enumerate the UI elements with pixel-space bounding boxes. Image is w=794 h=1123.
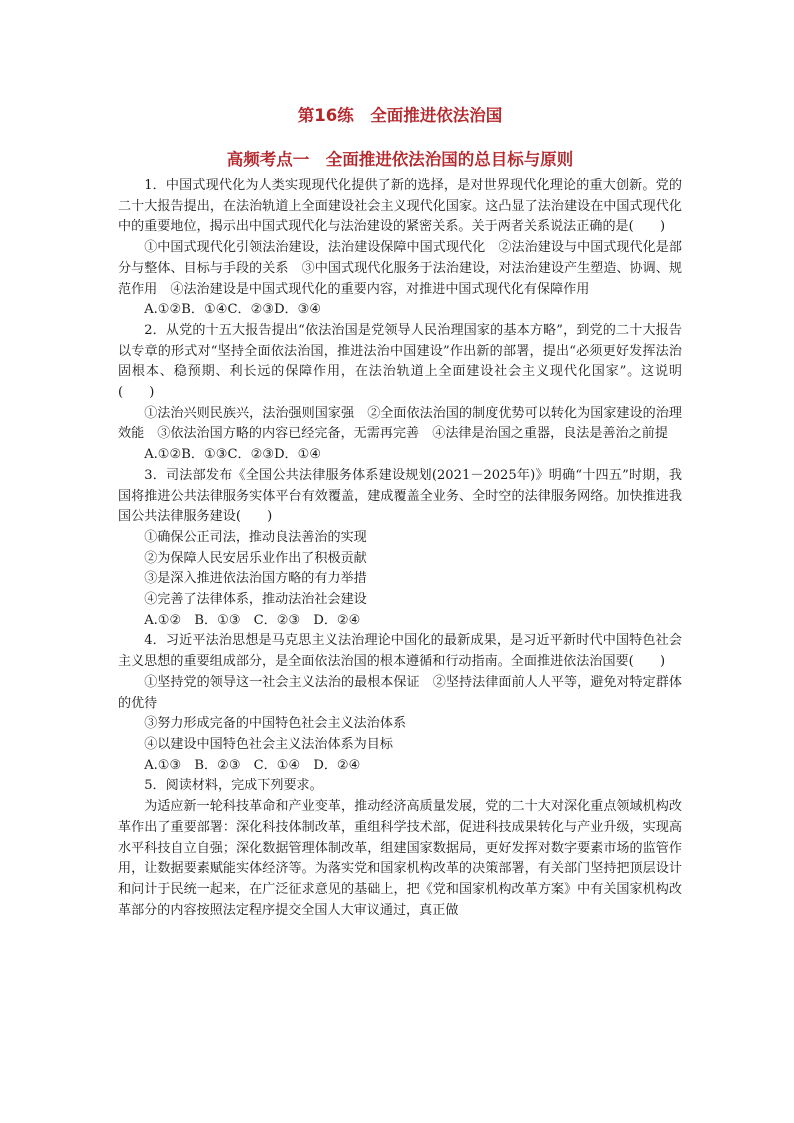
page-title: 第16练 全面推进依法治国 <box>297 106 503 125</box>
question-choices: A.①② B．①③ C．②③ D．②④ <box>144 612 361 628</box>
question-option: ②为保障人民安居乐业作出了积极贡献 <box>144 550 367 566</box>
question-2 <box>118 321 682 466</box>
question-option: ①坚持党的领导这一社会主义法治的最根本保证 ②坚持法律面前人人平等，避免对特定群体的优待 <box>118 674 682 711</box>
question-option: ③努力形成完备的中国特色社会主义法治体系 <box>144 716 407 732</box>
question-material: 为适应新一轮科技革命和产业变革，推动经济高质量发展，党的二十大对深化重点领域机构改革作出了重要部署：深化科技体制改革，重组科学技术部，促进科技成果转化与产业升级，实现高水平科技自立自强；深化数据管理体制改革，组建国家数据局，更好发挥对数字要素市场的监管作用，让数据要素赋能实体经济等。为落实党和国家机构改革的决策部署，有关部门坚持把顶层设计和问计于民统一起来，在广泛征求意见的基础上，把《党和国家机构改革方案》中有关国家机构改革部分的内容按照法定程序提交全国人大审议通过，真正做 <box>118 799 682 918</box>
question-1 <box>118 176 682 321</box>
section-title: 高频考点一 全面推进依法治国的总目标与原则 <box>226 150 574 169</box>
question-5 <box>118 776 682 921</box>
document-page <box>118 104 682 921</box>
question-stem: 5．阅读材料，完成下列要求。 <box>144 778 323 794</box>
question-choices: A.①②B．①③C．②③D．①④ <box>144 447 322 463</box>
question-stem: 4．习近平法治思想是马克思主义法治理论中国化的最新成果，是习近平新时代中国特色社会主义思想的重要组成部分，是全面依法治国的根本遵循和行动指南。全面推进依法治国要( ) <box>118 633 682 670</box>
question-3 <box>118 466 682 632</box>
question-option: ①确保公正司法，推动良法善治的实现 <box>144 529 367 545</box>
question-options: ①中国式现代化引领法治建设，法治建设保障中国式现代化 ②法治建设与中国式现代化是部分与整体、目标与手段的关系 ③中国式现代化服务于法治建设，对法治建设产生塑造、协调、规范作用 ④法治建设是中国式现代化的重要内容，对推进中国式现代化有保障作用 <box>118 240 682 297</box>
question-option: ④以建设中国特色社会主义法治体系为目标 <box>144 736 393 752</box>
question-stem: 3．司法部发布《全国公共法律服务体系建设规划(2021－2025年)》明确“十四五”时期，我国将推进公共法律服务实体平台有效覆盖，建成覆盖全业务、全时空的法律服务网络。加快推进我国公共法律服务建设( ) <box>118 467 682 525</box>
question-stem: 1．中国式现代化为人类实现现代化提供了新的选择，是对世界现代化理论的重大创新。党的二十大报告提出，在法治轨道上全面建设社会主义现代化国家。这凸显了法治建设在中国式现代化中的重要地位，揭示出中国式现代化与法治建设的紧密关系。关于两者关系说法正确的是( ) <box>118 178 682 235</box>
question-options: ①法治兴则民族兴，法治强则国家强 ②全面依法治国的制度优势可以转化为国家建设的治理效能 ③依法治国方略的内容已经完备，无需再完善 ④法律是治国之重器，良法是善治之前提 <box>118 405 682 442</box>
question-4 <box>118 631 682 776</box>
question-option: ③是深入推进依法治国方略的有力举措 <box>144 571 367 587</box>
question-choices: A.①③ B．②③ C．①④ D．②④ <box>144 757 361 773</box>
question-option: ④完善了法律体系，推动法治社会建设 <box>144 592 367 608</box>
question-choices: A.①②B．①④C．②③D．③④ <box>144 302 322 318</box>
question-stem: 2．从党的十五大报告提出“依法治国是党领导人民治理国家的基本方略”，到党的二十大报告以专章的形式对“坚持全面依法治国，推进法治中国建设”作出新的部署，提出“必须更好发挥法治固根本、稳预期、利长远的保障作用，在法治轨道上全面建设社会主义现代化国家”。这说明( ) <box>118 322 682 401</box>
